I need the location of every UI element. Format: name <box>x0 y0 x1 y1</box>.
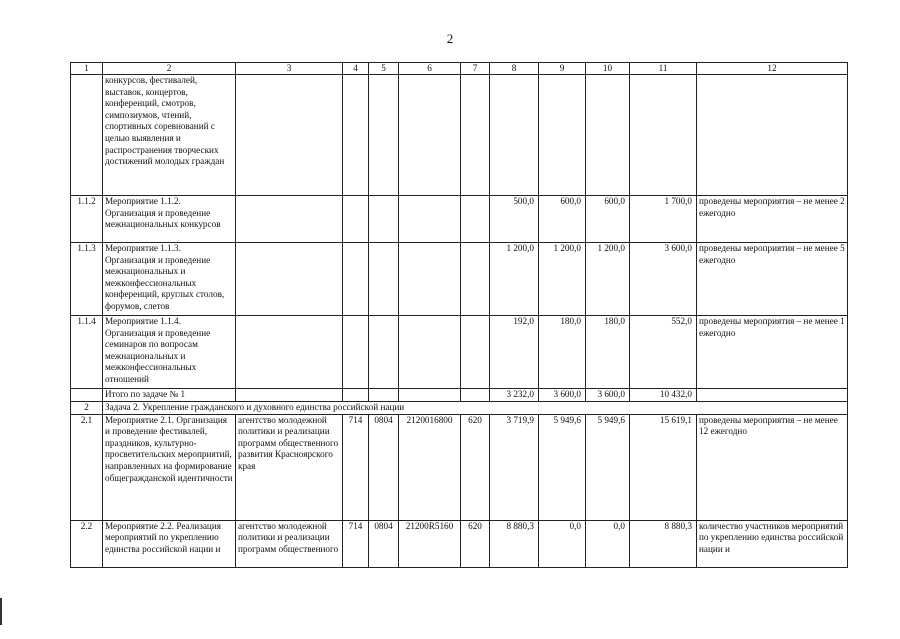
amount-year-3: 0,0 <box>586 520 630 567</box>
target-article <box>399 243 461 316</box>
grbs-code <box>343 196 369 243</box>
expense-type: 620 <box>461 414 490 520</box>
column-header: 10 <box>586 63 630 75</box>
amount-total: 552,0 <box>630 316 697 389</box>
section-code: 0804 <box>369 414 399 520</box>
section-code <box>369 75 399 196</box>
amount-total: 1 700,0 <box>630 196 697 243</box>
table-row <box>71 196 848 243</box>
page-number: 2 <box>446 31 454 46</box>
amount-year-1 <box>490 75 539 196</box>
table-row <box>71 243 848 316</box>
section-code <box>369 196 399 243</box>
expected-result: проведены мероприятия – не менее 2 ежегодно <box>697 196 848 243</box>
column-header: 4 <box>343 63 369 75</box>
table-row <box>71 414 848 520</box>
target-article: 2120016800 <box>399 414 461 520</box>
task-number: 2 <box>71 402 103 415</box>
grbs-code: 714 <box>343 414 369 520</box>
column-header: 9 <box>539 63 586 75</box>
table-row-total <box>71 389 848 402</box>
section-code <box>369 389 399 402</box>
amount-year-2: 0,0 <box>539 520 586 567</box>
measure-name: Мероприятие 2.1. Организация и проведение фестивалей, праздников, культурно-просветительских мероприятий, направленных на формирование общегражданской идентичности <box>103 414 236 520</box>
row-number: 2.1 <box>71 414 103 520</box>
grbs-code <box>343 243 369 316</box>
measure-name: Мероприятие 2.2. Реализация мероприятий по укреплению единства российской нации и <box>103 520 236 567</box>
amount-year-1: 3 719,9 <box>490 414 539 520</box>
task-heading-row <box>71 402 848 415</box>
scan-edge-mark <box>0 598 2 625</box>
expected-result <box>697 75 848 196</box>
measure-name: Мероприятие 1.1.2. Организация и проведение межнациональных конкурсов <box>103 196 236 243</box>
row-number <box>71 389 103 402</box>
amount-year-2: 180,0 <box>539 316 586 389</box>
grbs-code <box>343 75 369 196</box>
grbs-code: 714 <box>343 520 369 567</box>
section-code <box>369 243 399 316</box>
amount-total <box>630 75 697 196</box>
responsible-agency: агентство молодежной политики и реализации программ общественного развития Красноярского края <box>236 414 343 520</box>
row-number: 2.2 <box>71 520 103 567</box>
amount-year-1: 3 232,0 <box>490 389 539 402</box>
expense-type <box>461 196 490 243</box>
amount-year-2 <box>539 75 586 196</box>
amount-total: 3 600,0 <box>630 243 697 316</box>
amount-year-1: 192,0 <box>490 316 539 389</box>
row-number: 1.1.2 <box>71 196 103 243</box>
amount-year-3: 1 200,0 <box>586 243 630 316</box>
total-label: Итого по задаче № 1 <box>103 389 236 402</box>
column-header: 11 <box>630 63 697 75</box>
row-number: 1.1.4 <box>71 316 103 389</box>
grbs-code <box>343 316 369 389</box>
target-article <box>399 316 461 389</box>
amount-year-1: 1 200,0 <box>490 243 539 316</box>
measure-name: Мероприятие 1.1.4. Организация и проведение семинаров по вопросам межнациональных и межконфессиональных отношений <box>103 316 236 389</box>
expense-type <box>461 389 490 402</box>
responsible-agency <box>236 316 343 389</box>
amount-year-3: 180,0 <box>586 316 630 389</box>
expected-result: количество участников мероприятий по укреплению единства российской нации и <box>697 520 848 567</box>
amount-total: 15 619,1 <box>630 414 697 520</box>
amount-year-3 <box>586 75 630 196</box>
responsible-agency <box>236 243 343 316</box>
amount-year-1: 500,0 <box>490 196 539 243</box>
table-row <box>71 75 848 196</box>
target-article <box>399 75 461 196</box>
target-article: 21200R5160 <box>399 520 461 567</box>
expected-result: проведены мероприятия – не менее 12 ежегодно <box>697 414 848 520</box>
responsible-agency: агентство молодежной политики и реализации программ общественного <box>236 520 343 567</box>
column-header: 2 <box>103 63 236 75</box>
column-header: 1 <box>71 63 103 75</box>
column-header: 5 <box>369 63 399 75</box>
amount-year-2: 600,0 <box>539 196 586 243</box>
amount-total: 8 880,3 <box>630 520 697 567</box>
expense-type <box>461 75 490 196</box>
column-header: 8 <box>490 63 539 75</box>
expected-result <box>697 389 848 402</box>
expected-result: проведены мероприятия – не менее 5 ежегодно <box>697 243 848 316</box>
amount-year-2: 3 600,0 <box>539 389 586 402</box>
measure-name: конкурсов, фестивалей, выставок, концертов, конференций, смотров, симпозиумов, чтений, спортивных соревнований с целью выявления и распространения творческих достижений молодых граждан <box>103 75 236 196</box>
section-code <box>369 316 399 389</box>
column-header: 12 <box>697 63 848 75</box>
expense-type <box>461 316 490 389</box>
table-row <box>71 316 848 389</box>
section-code: 0804 <box>369 520 399 567</box>
amount-year-3: 3 600,0 <box>586 389 630 402</box>
row-number <box>71 75 103 196</box>
expense-type: 620 <box>461 520 490 567</box>
row-number: 1.1.3 <box>71 243 103 316</box>
measure-name: Мероприятие 1.1.3. Организация и проведение межнациональных и межконфессиональных конференций, круглых столов, форумов, слетов <box>103 243 236 316</box>
column-header: 7 <box>461 63 490 75</box>
responsible-agency <box>236 75 343 196</box>
target-article <box>399 389 461 402</box>
expected-result: проведены мероприятия – не менее 1 ежегодно <box>697 316 848 389</box>
task-title: Задача 2. Укрепление гражданского и духовного единства российской нации <box>103 402 848 415</box>
target-article <box>399 196 461 243</box>
amount-year-3: 5 949,6 <box>586 414 630 520</box>
responsible-agency <box>236 389 343 402</box>
amount-year-2: 1 200,0 <box>539 243 586 316</box>
amount-total: 10 432,0 <box>630 389 697 402</box>
column-header: 3 <box>236 63 343 75</box>
column-number-header <box>71 63 848 75</box>
grbs-code <box>343 389 369 402</box>
table-row <box>71 520 848 567</box>
expense-type <box>461 243 490 316</box>
amount-year-3: 600,0 <box>586 196 630 243</box>
column-header: 6 <box>399 63 461 75</box>
amount-year-1: 8 880,3 <box>490 520 539 567</box>
responsible-agency <box>236 196 343 243</box>
amount-year-2: 5 949,6 <box>539 414 586 520</box>
program-table <box>70 62 848 568</box>
